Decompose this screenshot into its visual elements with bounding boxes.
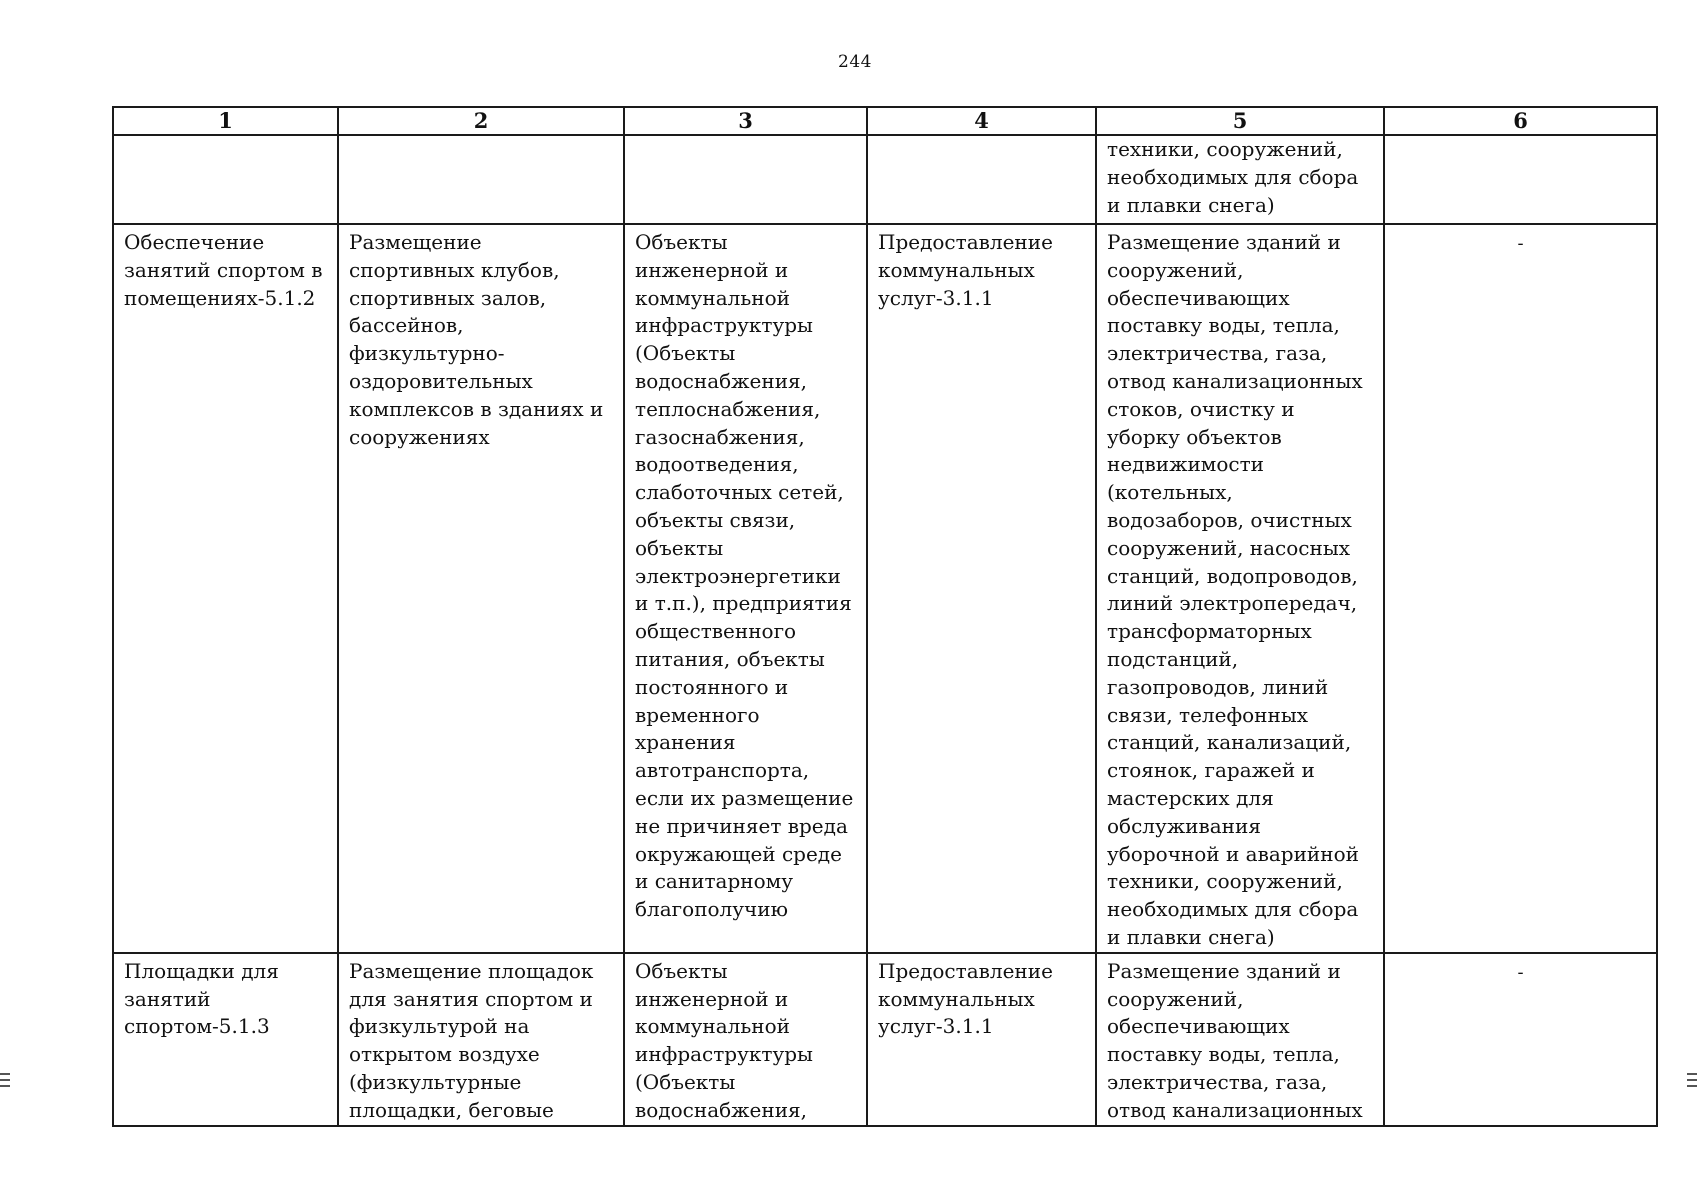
table-cell: Размещение спортивных клубов, спортивных залов, бассейнов, физкультурно-оздоровительных комплексов в зданиях и сооружениях [338, 224, 624, 953]
dash-mark: - [1517, 961, 1524, 983]
column-header-2: 2 [338, 107, 624, 135]
table-cell: Предоставление коммунальных услуг-3.1.1 [867, 224, 1096, 953]
table-cell [1384, 953, 1657, 1126]
left-margin-mark [0, 1073, 10, 1093]
table-header-row [113, 107, 1657, 135]
column-header-3: 3 [624, 107, 867, 135]
right-margin-mark [1687, 1073, 1697, 1093]
table-cell [867, 135, 1096, 224]
table-cell: техники, сооружений, необходимых для сбора и плавки снега) [1096, 135, 1384, 224]
table-cell: Объекты инженерной и коммунальной инфраструктуры (Объекты водоснабжения, [624, 953, 867, 1126]
table-cell: Предоставление коммунальных услуг-3.1.1 [867, 953, 1096, 1126]
land-use-table [112, 106, 1658, 1127]
dash-mark: - [1517, 233, 1524, 254]
column-header-1: 1 [113, 107, 338, 135]
table-cell: Размещение площадок для занятия спортом и физкультурой на открытом воздухе (физкультурные площадки, беговые [338, 953, 624, 1126]
table-row [113, 135, 1657, 224]
table-cell [1384, 224, 1657, 953]
table-cell: Площадки для занятий спортом-5.1.3 [113, 953, 338, 1126]
table-cell [1384, 135, 1657, 224]
page-number: 244 [838, 52, 872, 72]
table-cell [338, 135, 624, 224]
table-row [113, 953, 1657, 1126]
column-header-6: 6 [1384, 107, 1657, 135]
table-cell [113, 135, 338, 224]
column-header-5: 5 [1096, 107, 1384, 135]
table-cell: Размещение зданий и сооружений, обеспечивающих поставку воды, тепла, электричества, газа, отвод канализационных [1096, 953, 1384, 1126]
table-cell [624, 135, 867, 224]
table-row [113, 224, 1657, 953]
column-header-4: 4 [867, 107, 1096, 135]
table-cell: Размещение зданий и сооружений, обеспечивающих поставку воды, тепла, электричества, газа, отвод канализационных стоков, очистку и уборку объектов недвижимости (котельных, водозаборов, очистных сооружений, насосных станций, водопроводов, линий электропередач, трансформаторных подстанций, газопроводов, линий связи, телефонных станций, канализаций, стоянок, гаражей и мастерских для обслуживания уборочной и аварийной техники, сооружений, необходимых для сбора и плавки снега) [1096, 224, 1384, 953]
table-cell: Обеспечение занятий спортом в помещениях-5.1.2 [113, 224, 338, 953]
table-cell: Объекты инженерной и коммунальной инфраструктуры (Объекты водоснабжения, теплоснабжения, газоснабжения, водоотведения, слаботочных сетей, объекты связи, объекты электроэнергетики и т.п.), предприятия общественного питания, объекты постоянного и временного хранения автотранспорта, если их размещение не причиняет вреда окружающей среде и санитарному благополучию [624, 224, 867, 953]
